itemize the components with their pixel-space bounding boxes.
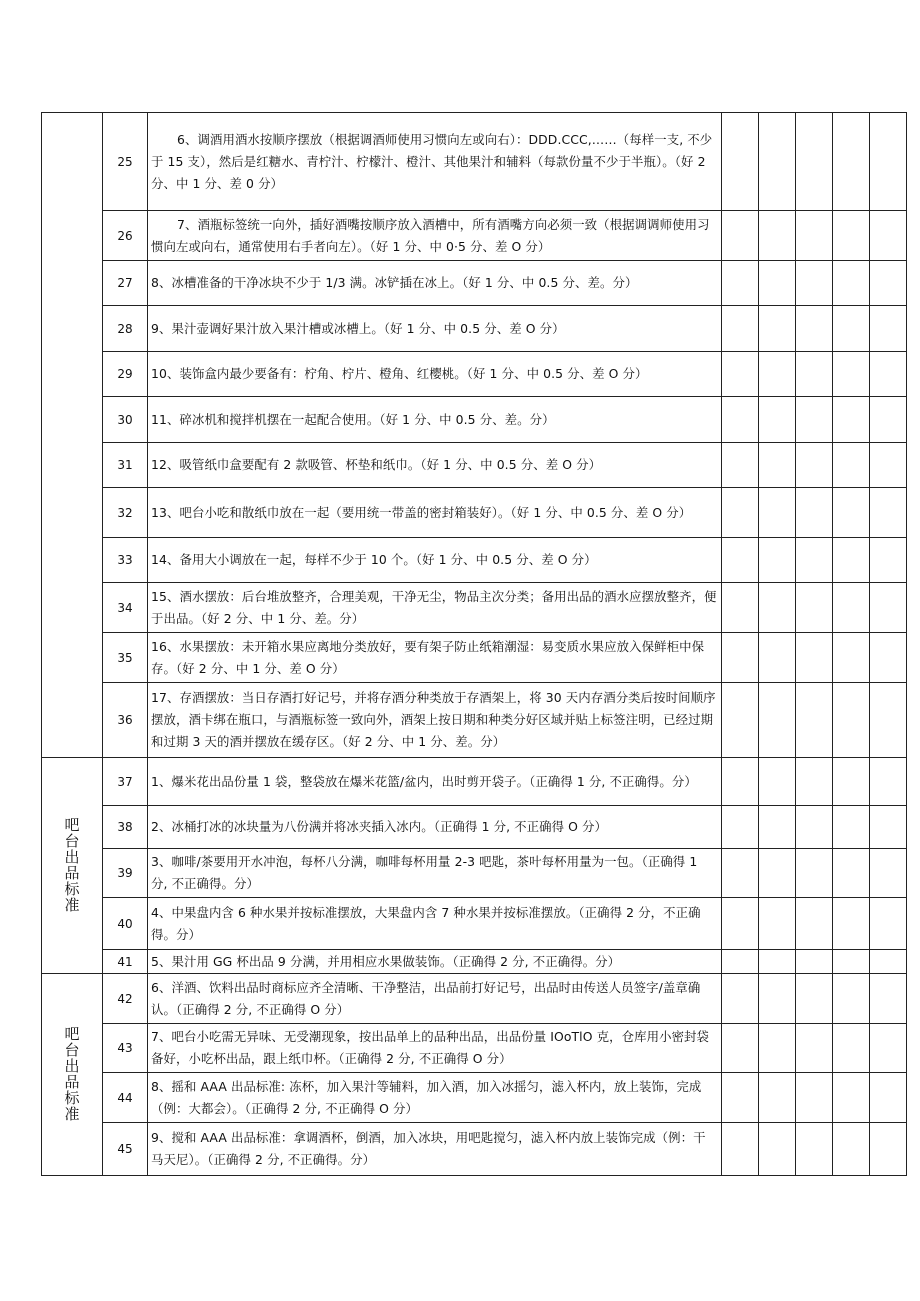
score-cell[interactable] — [722, 806, 759, 849]
score-cell[interactable] — [870, 849, 907, 898]
score-cell[interactable] — [833, 950, 870, 974]
score-cell[interactable] — [870, 1024, 907, 1073]
row-text: 4、中果盘内含 6 种水果并按标准摆放，大果盘内含 7 种水果并按标准摆放。（正确得 2 分，不正确得。分） — [148, 898, 722, 950]
score-cell[interactable] — [722, 352, 759, 397]
score-cell[interactable] — [870, 261, 907, 306]
score-cell[interactable] — [796, 211, 833, 261]
category-cell — [42, 758, 103, 974]
score-cell[interactable] — [759, 1024, 796, 1073]
table-row — [42, 397, 907, 443]
score-cell[interactable] — [796, 758, 833, 806]
row-text: 7、酒瓶标签统一向外，插好酒嘴按顺序放入酒槽中，所有酒嘴方向必须一致（根据调调师使用习惯向左或向右，通常使用右手者向左）。（好 1 分、中 0·5 分、差 O 分） — [148, 211, 722, 261]
score-cell[interactable] — [796, 683, 833, 758]
score-cell[interactable] — [722, 306, 759, 352]
score-cell[interactable] — [870, 306, 907, 352]
score-cell[interactable] — [870, 898, 907, 950]
row-number: 35 — [103, 633, 148, 683]
score-cell[interactable] — [833, 113, 870, 211]
row-text: 15、酒水摆放：后台堆放整齐，合理美观，干净无尘，物品主次分类；备用出品的酒水应摆放整齐，便于出品。（好 2 分、中 1 分、差。分） — [148, 583, 722, 633]
score-cell[interactable] — [796, 538, 833, 583]
table-row — [42, 683, 907, 758]
score-cell[interactable] — [833, 974, 870, 1024]
row-text: 16、水果摆放：未开箱水果应离地分类放好，要有架子防止纸箱潮湿：易变质水果应放入保鲜柜中保存。（好 2 分、中 1 分、差 O 分） — [148, 633, 722, 683]
table-row — [42, 633, 907, 683]
score-cell[interactable] — [722, 849, 759, 898]
row-number: 32 — [103, 488, 148, 538]
score-cell[interactable] — [870, 211, 907, 261]
score-cell[interactable] — [759, 683, 796, 758]
score-cell[interactable] — [722, 1073, 759, 1123]
score-cell[interactable] — [870, 583, 907, 633]
score-cell[interactable] — [870, 113, 907, 211]
score-cell[interactable] — [722, 538, 759, 583]
row-text: 2、冰桶打冰的冰块量为八份满并将冰夹插入冰内。（正确得 1 分, 不正确得 O 分） — [148, 806, 722, 849]
score-cell[interactable] — [759, 633, 796, 683]
score-cell[interactable] — [722, 1024, 759, 1073]
score-cell[interactable] — [796, 974, 833, 1024]
row-number: 36 — [103, 683, 148, 758]
score-cell[interactable] — [870, 1123, 907, 1176]
score-cell[interactable] — [796, 488, 833, 538]
score-cell[interactable] — [759, 538, 796, 583]
row-number: 38 — [103, 806, 148, 849]
score-cell[interactable] — [796, 352, 833, 397]
score-cell[interactable] — [722, 683, 759, 758]
score-cell[interactable] — [759, 1073, 796, 1123]
row-text: 1、爆米花出品份量 1 袋，整袋放在爆米花篮/盆内，出时剪开袋子。（正确得 1 分, 不正确得。分） — [148, 758, 722, 806]
row-text: 14、备用大小调放在一起，每样不少于 10 个。（好 1 分、中 0.5 分、差 O 分） — [148, 538, 722, 583]
score-cell[interactable] — [796, 397, 833, 443]
score-cell[interactable] — [759, 898, 796, 950]
score-cell[interactable] — [870, 950, 907, 974]
table-row — [42, 1024, 907, 1073]
table-row — [42, 538, 907, 583]
row-number: 41 — [103, 950, 148, 974]
table-row — [42, 758, 907, 806]
score-cell[interactable] — [870, 806, 907, 849]
score-cell[interactable] — [796, 1073, 833, 1123]
score-cell[interactable] — [870, 1073, 907, 1123]
score-cell[interactable] — [833, 443, 870, 488]
score-cell[interactable] — [759, 583, 796, 633]
score-cell[interactable] — [833, 683, 870, 758]
score-cell[interactable] — [833, 633, 870, 683]
row-text: 11、碎冰机和搅拌机摆在一起配合使用。（好 1 分、中 0.5 分、差。分） — [148, 397, 722, 443]
score-cell[interactable] — [833, 849, 870, 898]
score-cell[interactable] — [833, 352, 870, 397]
row-number: 25 — [103, 113, 148, 211]
score-cell[interactable] — [796, 306, 833, 352]
category-cell — [42, 113, 103, 758]
row-text: 17、存酒摆放：当日存酒打好记号，并将存酒分种类放于存酒架上，将 30 天内存酒分类后按时间顺序摆放，酒卡绑在瓶口，与酒瓶标签一致向外，酒架上按日期和种类分好区域并贴上标签注明，已经过期和过期 3 天的酒并摆放在缓存区。（好 2 分、中 1 分、差。分） — [148, 683, 722, 758]
row-text: 3、咖啡/茶要用开水冲泡，每杯八分满，咖啡每杯用量 2-3 吧匙，茶叶每杯用量为一包。（正确得 1 分, 不正确得。分） — [148, 849, 722, 898]
score-cell[interactable] — [759, 113, 796, 211]
score-cell[interactable] — [722, 488, 759, 538]
score-cell[interactable] — [870, 397, 907, 443]
row-number: 31 — [103, 443, 148, 488]
score-cell[interactable] — [759, 261, 796, 306]
row-text: 9、果汁壶调好果汁放入果汁槽或冰槽上。（好 1 分、中 0.5 分、差 O 分） — [148, 306, 722, 352]
score-cell[interactable] — [722, 974, 759, 1024]
category-cell — [42, 974, 103, 1176]
score-cell[interactable] — [796, 583, 833, 633]
score-cell[interactable] — [796, 113, 833, 211]
score-cell[interactable] — [722, 211, 759, 261]
score-cell[interactable] — [833, 488, 870, 538]
score-cell[interactable] — [796, 806, 833, 849]
table-row — [42, 306, 907, 352]
table-row — [42, 352, 907, 397]
score-cell[interactable] — [759, 1123, 796, 1176]
score-cell[interactable] — [833, 1123, 870, 1176]
row-number: 26 — [103, 211, 148, 261]
score-cell[interactable] — [796, 633, 833, 683]
row-text: 8、冰槽准备的干净冰块不少于 1/3 满。冰铲插在冰上。（好 1 分、中 0.5 分、差。分） — [148, 261, 722, 306]
score-cell[interactable] — [796, 950, 833, 974]
score-cell[interactable] — [796, 849, 833, 898]
table-row — [42, 1073, 907, 1123]
score-cell[interactable] — [870, 443, 907, 488]
score-cell[interactable] — [759, 950, 796, 974]
category-label: 吧台出品标准 — [64, 816, 80, 914]
score-cell[interactable] — [796, 898, 833, 950]
score-cell[interactable] — [722, 261, 759, 306]
row-number: 30 — [103, 397, 148, 443]
score-cell[interactable] — [796, 1123, 833, 1176]
score-cell[interactable] — [759, 352, 796, 397]
score-cell[interactable] — [759, 974, 796, 1024]
score-cell[interactable] — [796, 261, 833, 306]
score-cell[interactable] — [759, 758, 796, 806]
score-cell[interactable] — [722, 113, 759, 211]
table-row — [42, 849, 907, 898]
row-text: 13、吧台小吃和散纸巾放在一起（要用统一带盖的密封箱装好）。（好 1 分、中 0.5 分、差 O 分） — [148, 488, 722, 538]
row-text: 8、摇和 AAA 出品标准: 冻杯，加入果汁等辅料，加入酒，加入冰摇匀，滤入杯内，放上装饰，完成（例：大都会）。（正确得 2 分, 不正确得 O 分） — [148, 1073, 722, 1123]
row-number: 40 — [103, 898, 148, 950]
score-cell[interactable] — [722, 1123, 759, 1176]
score-cell[interactable] — [870, 352, 907, 397]
score-cell[interactable] — [722, 633, 759, 683]
score-cell[interactable] — [870, 683, 907, 758]
score-cell[interactable] — [796, 1024, 833, 1073]
row-number: 42 — [103, 974, 148, 1024]
score-cell[interactable] — [759, 397, 796, 443]
row-number: 29 — [103, 352, 148, 397]
score-cell[interactable] — [759, 488, 796, 538]
score-cell[interactable] — [833, 758, 870, 806]
row-text: 10、装饰盒内最少要备有：柠角、柠片、橙角、红樱桃。（好 1 分、中 0.5 分、差 O 分） — [148, 352, 722, 397]
score-cell[interactable] — [759, 211, 796, 261]
row-text: 12、吸管纸巾盒要配有 2 款吸管、杯垫和纸巾。（好 1 分、中 0.5 分、差 O 分） — [148, 443, 722, 488]
standards-table — [41, 112, 907, 1176]
row-text: 5、果汁用 GG 杯出品 9 分满，并用相应水果做装饰。（正确得 2 分, 不正确得。分） — [148, 950, 722, 974]
row-number: 44 — [103, 1073, 148, 1123]
table-row — [42, 443, 907, 488]
score-cell[interactable] — [833, 211, 870, 261]
score-cell[interactable] — [759, 306, 796, 352]
score-cell[interactable] — [833, 538, 870, 583]
category-label: 吧台出品标准 — [64, 1025, 80, 1123]
score-cell[interactable] — [759, 443, 796, 488]
score-cell[interactable] — [833, 583, 870, 633]
score-cell[interactable] — [833, 806, 870, 849]
table-row — [42, 488, 907, 538]
row-number: 39 — [103, 849, 148, 898]
score-cell[interactable] — [870, 974, 907, 1024]
row-number: 45 — [103, 1123, 148, 1176]
table-row — [42, 261, 907, 306]
score-cell[interactable] — [833, 306, 870, 352]
score-cell[interactable] — [722, 443, 759, 488]
row-text: 7、吧台小吃需无异味、无受潮现象，按出品单上的品种出品，出品份量 IOoTlO 克，仓库用小密封袋备好，小吃杯出品，跟上纸巾杯。（正确得 2 分, 不正确得 O 分） — [148, 1024, 722, 1073]
row-number: 28 — [103, 306, 148, 352]
table-row — [42, 583, 907, 633]
score-cell[interactable] — [870, 633, 907, 683]
score-cell[interactable] — [833, 1073, 870, 1123]
row-text: 6、洋酒、饮料出品时商标应齐全清晰、干净整洁，出品前打好记号，出品时由传送人员签字/盖章确认。（正确得 2 分, 不正确得 O 分） — [148, 974, 722, 1024]
row-text: 6、调酒用酒水按顺序摆放（根据调酒师使用习惯向左或向右）：DDD.CCC,……（每样一支, 不少于 15 支），然后是红糖水、青柠汁、柠檬汁、橙汁、其他果汁和辅料（每款份量不少于半瓶）。（好 2 分、中 1 分、差 0 分） — [148, 113, 722, 211]
table-row — [42, 898, 907, 950]
score-cell[interactable] — [870, 538, 907, 583]
table-row — [42, 1123, 907, 1176]
score-cell[interactable] — [870, 488, 907, 538]
score-cell[interactable] — [722, 950, 759, 974]
table-row — [42, 113, 907, 211]
score-cell[interactable] — [759, 806, 796, 849]
score-cell[interactable] — [796, 443, 833, 488]
row-number: 33 — [103, 538, 148, 583]
score-cell[interactable] — [722, 758, 759, 806]
row-number: 43 — [103, 1024, 148, 1073]
score-cell[interactable] — [759, 849, 796, 898]
score-cell[interactable] — [833, 898, 870, 950]
score-cell[interactable] — [833, 261, 870, 306]
row-number: 37 — [103, 758, 148, 806]
table-row — [42, 950, 907, 974]
table-row — [42, 211, 907, 261]
row-number: 27 — [103, 261, 148, 306]
score-cell[interactable] — [722, 397, 759, 443]
score-cell[interactable] — [722, 898, 759, 950]
score-cell[interactable] — [833, 1024, 870, 1073]
score-cell[interactable] — [833, 397, 870, 443]
table-row — [42, 806, 907, 849]
score-cell[interactable] — [722, 583, 759, 633]
row-text: 9、搅和 AAA 出品标准：拿调酒杯，倒酒，加入冰块，用吧匙搅匀，滤入杯内放上装饰完成（例：干马天尼）。（正确得 2 分, 不正确得。分） — [148, 1123, 722, 1176]
row-number: 34 — [103, 583, 148, 633]
table-row — [42, 974, 907, 1024]
score-cell[interactable] — [870, 758, 907, 806]
